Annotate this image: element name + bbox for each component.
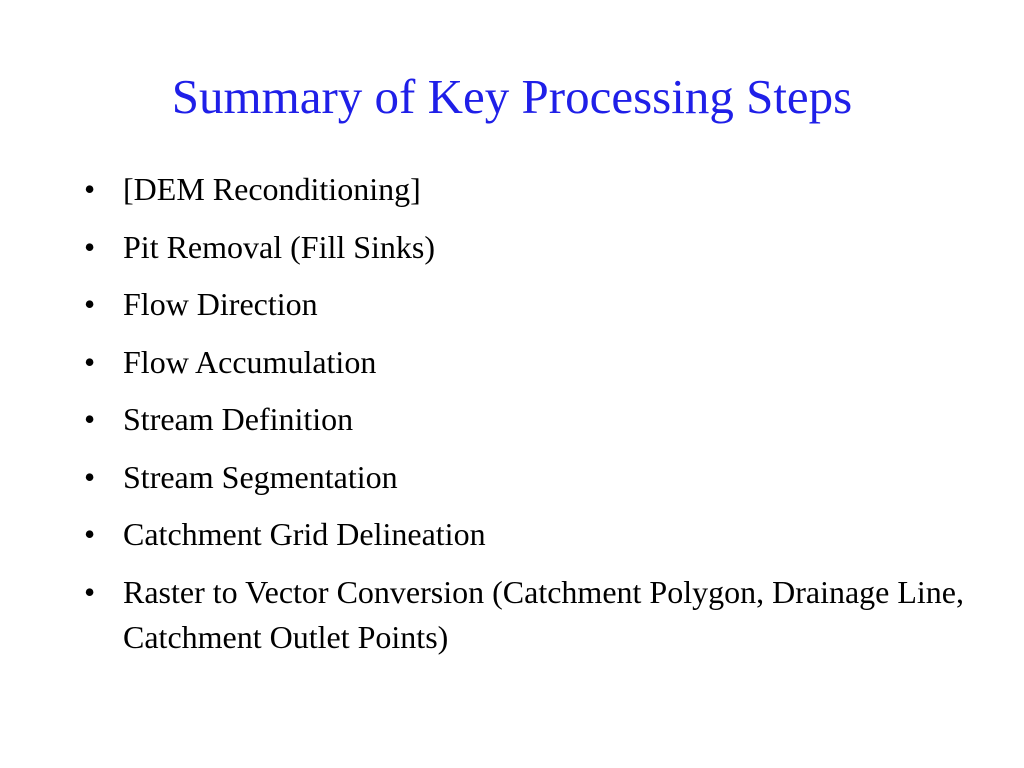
list-item-text: Catchment Grid Delineation: [123, 516, 486, 552]
list-item: [84, 340, 964, 385]
list-item-text: Flow Accumulation: [123, 343, 377, 380]
list-item: [84, 397, 964, 442]
bullet-icon: •: [84, 458, 96, 495]
bullet-icon: •: [84, 573, 96, 610]
list-item: [84, 282, 964, 327]
bullet-icon: •: [84, 286, 96, 322]
list-item-text: Stream Definition: [123, 401, 354, 437]
bullet-list: [84, 167, 964, 672]
list-item-text: Stream Segmentation: [123, 458, 398, 495]
bullet-icon: •: [84, 401, 96, 437]
list-item-text: Pit Removal (Fill Sinks): [123, 228, 436, 265]
list-item-text: Flow Direction: [123, 286, 318, 322]
list-item: [84, 512, 964, 557]
bullet-icon: •: [84, 343, 96, 380]
bullet-icon: •: [84, 228, 96, 265]
bullet-icon: •: [84, 171, 96, 207]
slide-title: Summary of Key Processing Steps: [171, 69, 853, 124]
list-item: [84, 167, 964, 212]
list-item: [84, 570, 964, 660]
bullet-icon: •: [84, 516, 96, 552]
list-item: [84, 455, 964, 500]
list-item-text: Raster to Vector Conversion (Catchment Polygon, Drainage Line, Catchment Outlet Points): [123, 573, 964, 655]
list-item: [84, 225, 964, 270]
list-item-text: [DEM Reconditioning]: [123, 171, 421, 207]
